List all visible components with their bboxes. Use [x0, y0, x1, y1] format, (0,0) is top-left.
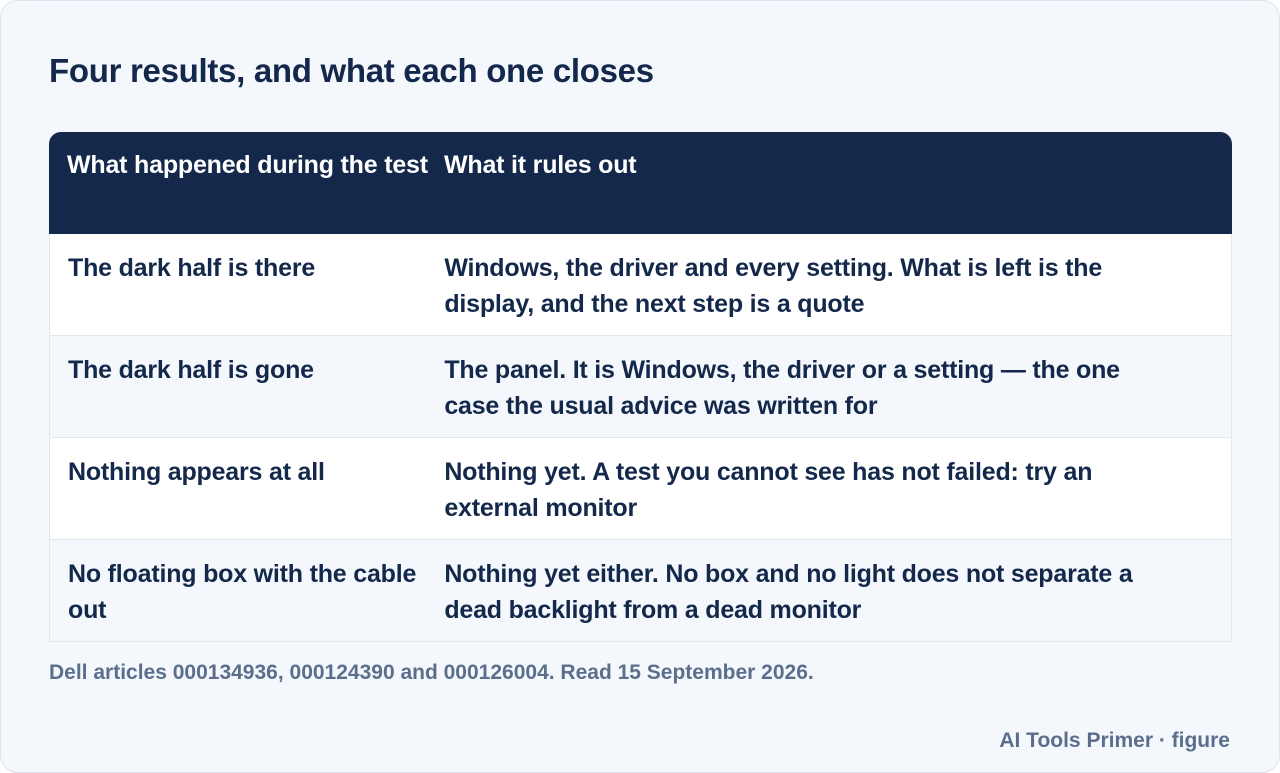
- column-header-rules-out: What it rules out: [444, 151, 637, 179]
- figure-credit: AI Tools Primer · figure: [999, 729, 1230, 752]
- table-row: [49, 438, 1232, 540]
- results-table: [49, 132, 1232, 642]
- result-cell: Nothing appears at all: [68, 458, 325, 486]
- figure-title: Four results, and what each one closes: [49, 52, 654, 89]
- rules-out-cell: Windows, the driver and every setting. What is left is the display, and the next step is a quote: [444, 254, 1103, 318]
- result-cell: No floating box with the cable out: [68, 560, 417, 624]
- rules-out-cell: Nothing yet either. No box and no light does not separate a dead backlight from a dead monitor: [444, 560, 1133, 624]
- column-header-what-happened: What happened during the test: [67, 151, 428, 179]
- table-row: [49, 540, 1232, 642]
- result-cell: The dark half is gone: [68, 356, 314, 384]
- rules-out-cell: The panel. It is Windows, the driver or a setting — the one case the usual advice was written for: [444, 356, 1120, 420]
- table-row: [49, 336, 1232, 438]
- source-note: Dell articles 000134936, 000124390 and 000126004. Read 15 September 2026.: [49, 661, 814, 684]
- table-header: [49, 132, 1232, 234]
- table-row: [49, 234, 1232, 336]
- rules-out-cell: Nothing yet. A test you cannot see has not failed: try an external monitor: [444, 458, 1093, 522]
- result-cell: The dark half is there: [68, 254, 316, 282]
